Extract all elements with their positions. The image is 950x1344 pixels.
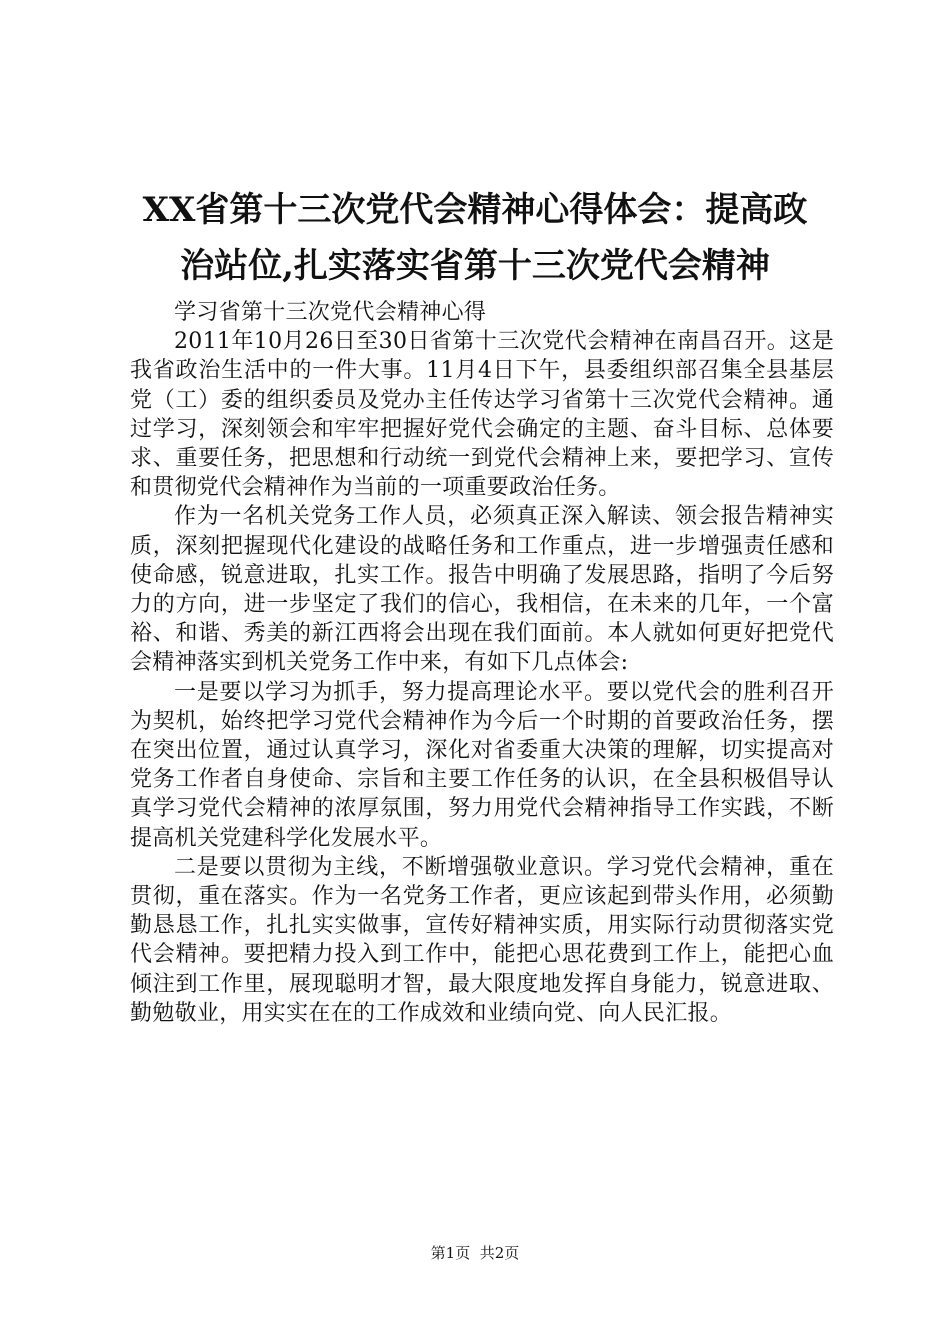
title-line-2: 治站位,扎实落实省第十三次党代会精神 bbox=[180, 246, 770, 286]
page-number: 第1页 bbox=[430, 1244, 471, 1262]
paragraph-subtitle: 学习省第十三次党代会精神心得 bbox=[174, 300, 487, 325]
paragraph-role: 作为一名机关党务工作人员，必须真正深入解读、领会报告精神实质，深刻把握现代化建设的战略任务和工作重点，进一步增强责任感和使命感，锐意进取，扎实工作。报告中明确了发展思路，指明了今后努力的方向，进一步坚定了我们的信心，我相信，在未来的几年，一个富裕、和谐、秀美的新江西将会出现在我们面前。本人就如何更好把党代会精神落实到机关党务工作中来，有如下几点体会: bbox=[130, 504, 834, 676]
title-line-1: XX省第十三次党代会精神心得体会：提高政 bbox=[142, 190, 808, 230]
document-body bbox=[130, 298, 834, 1028]
paragraph-point-two: 二是要以贯彻为主线，不断增强敬业意识。学习党代会精神，重在贯彻，重在落实。作为一名党务工作者，更应该起到带头作用，必须勤勤恳恳工作，扎扎实实做事，宣传好精神实质，用实际行动贯彻落实党代会精神。要把精力投入到工作中，能把心思花费到工作上，能把心血倾注到工作里，展现聪明才智，最大限度地发挥自身能力，锐意进取、勤勉敬业，用实实在在的工作成效和业绩向党、向人民汇报。 bbox=[130, 854, 834, 1026]
document-title bbox=[70, 182, 880, 294]
paragraph-point-one: 一是要以学习为抓手，努力提高理论水平。要以党代会的胜利召开为契机，始终把学习党代会精神作为今后一个时期的首要政治任务，摆在突出位置，通过认真学习，深化对省委重大决策的理解，切实提高对党务工作者自身使命、宗旨和主要工作任务的认识，在全县积极倡导认真学习党代会精神的浓厚氛围，努力用党代会精神指导工作实践，不断提高机关党建科学化发展水平。 bbox=[130, 679, 834, 851]
page-total: 共2页 bbox=[479, 1244, 520, 1262]
page-footer bbox=[0, 1243, 950, 1263]
paragraph-intro: 2011年10月26日至30日省第十三次党代会精神在南昌召开。这是我省政治生活中的一件大事。11月4日下午，县委组织部召集全县基层党（工）委的组织委员及党办主任传达学习省第十三次党代会精神。通过学习，深刻领会和牢牢把握好党代会确定的主题、奋斗目标、总体要求、重要任务，把思想和行动统一到党代会精神上来，要把学习、宣传和贯彻党代会精神作为当前的一项重要政治任务。 bbox=[130, 329, 834, 501]
